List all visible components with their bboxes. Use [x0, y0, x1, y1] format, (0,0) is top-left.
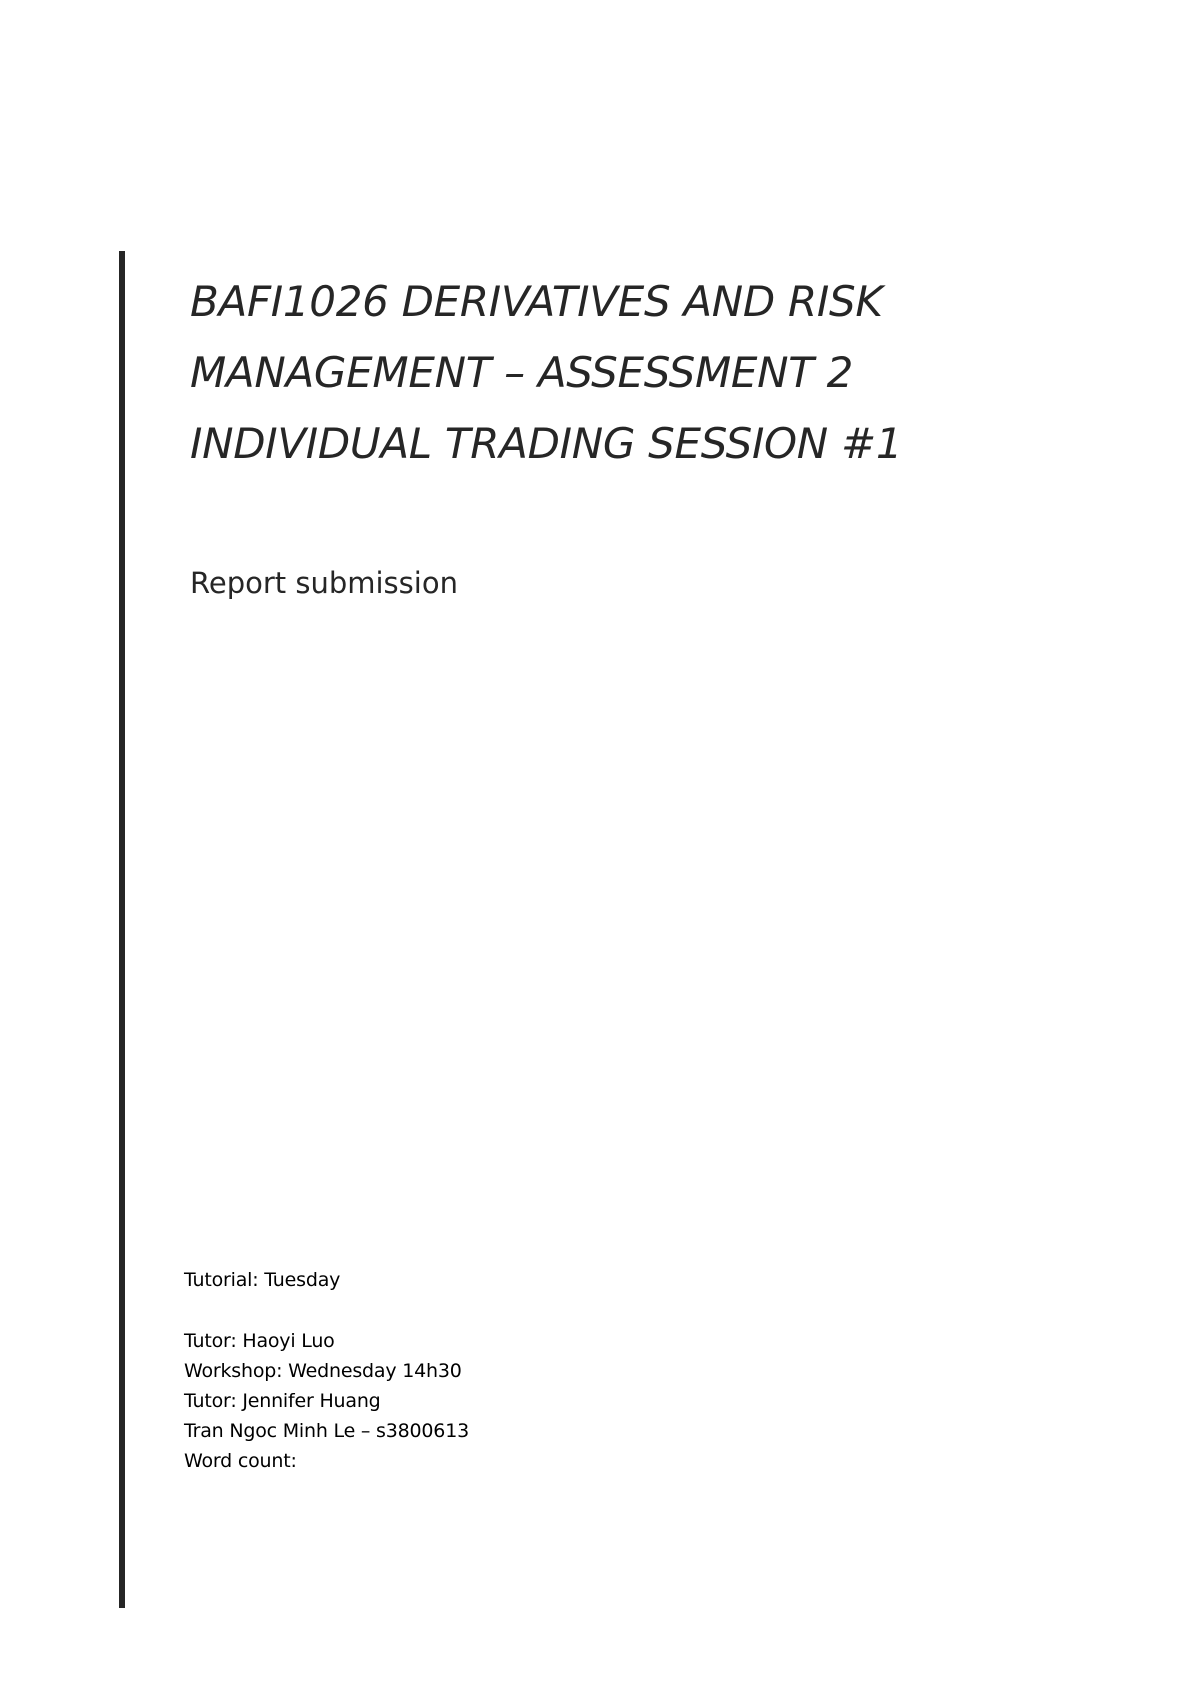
tutor-line-1: Tutor: Haoyi Luo — [184, 1330, 335, 1352]
tutorial-line: Tutorial: Tuesday — [184, 1269, 341, 1291]
student-line: Tran Ngoc Minh Le – s3800613 — [184, 1420, 469, 1442]
tutor-line-2: Tutor: Jennifer Huang — [184, 1390, 381, 1412]
title-line-1: BAFI1026 DERIVATIVES AND RISK — [190, 277, 883, 326]
word-count-line: Word count: — [184, 1450, 297, 1472]
title-line-3: INDIVIDUAL TRADING SESSION #1 — [190, 419, 903, 468]
title-line-2: MANAGEMENT – ASSESSMENT 2 — [190, 348, 854, 397]
submission-details — [184, 1265, 469, 1476]
document-subtitle: Report submission — [190, 566, 458, 600]
vertical-accent-rule — [119, 251, 125, 1608]
workshop-line: Workshop: Wednesday 14h30 — [184, 1360, 462, 1382]
document-title — [190, 266, 1150, 479]
